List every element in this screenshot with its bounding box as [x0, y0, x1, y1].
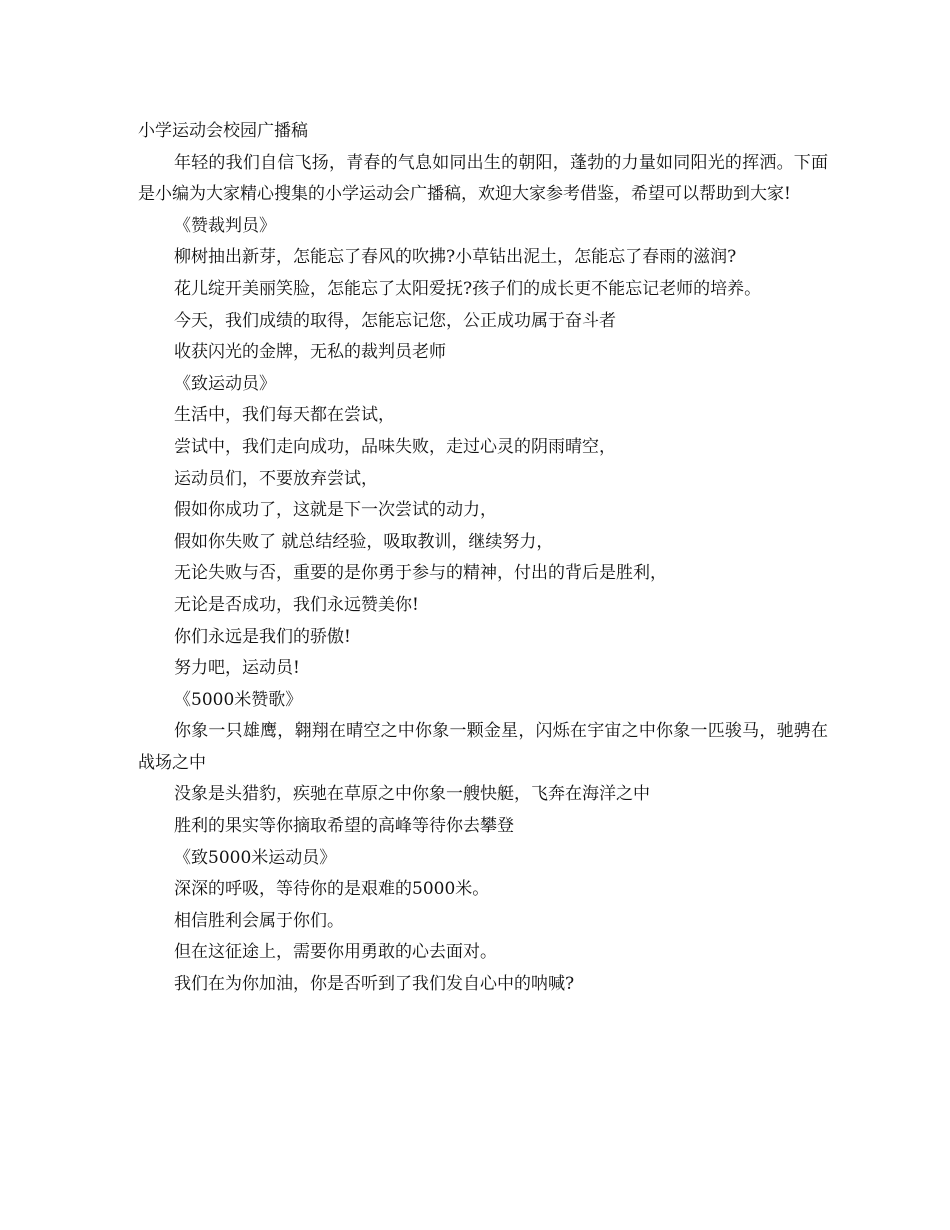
section-heading-5000m-song: 《5000米赞歌》	[174, 689, 303, 710]
poem-line: 无论失败与否，重要的是你勇于参与的精神，付出的背后是胜利，	[174, 563, 667, 584]
poem-line: 努力吧，运动员!	[174, 658, 300, 679]
poem-line: 假如你失败了 就总结经验，吸取教训，继续努力，	[174, 531, 554, 552]
poem-line: 无论是否成功，我们永远赞美你!	[174, 594, 419, 615]
poem-line: 深深的呼吸，等待你的是艰难的5000米。	[174, 879, 490, 900]
section-heading-athletes: 《致运动员》	[174, 373, 276, 394]
poem-line: 生活中，我们每天都在尝试，	[174, 405, 395, 426]
poem-line: 运动员们，不要放弃尝试，	[174, 468, 378, 489]
poem-line: 但在这征途上，需要你用勇敢的心去面对。	[174, 942, 497, 963]
poem-line: 我们在为你加油，你是否听到了我们发自心中的呐喊?	[174, 974, 575, 995]
poem-line: 花儿绽开美丽笑脸，怎能忘了太阳爱抚?孩子们的成长更不能忘记老师的培养。	[174, 278, 762, 299]
poem-line: 胜利的果实等你摘取希望的高峰等待你去攀登	[174, 816, 514, 837]
poem-line: 柳树抽出新芽，怎能忘了春风的吹拂?小草钻出泥土，怎能忘了春雨的滋润?	[174, 247, 737, 268]
poem-line: 今天，我们成绩的取得，怎能忘记您，公正成功属于奋斗者	[174, 310, 616, 331]
intro-paragraph: 年轻的我们自信飞扬，青春的气息如同出生的朝阳，蓬勃的力量如同阳光的挥洒。下面是小编为大家精心搜集的小学运动会广播稿，欢迎大家参考借鉴，希望可以帮助到大家!	[138, 152, 828, 205]
poem-line: 尝试中，我们走向成功，品味失败，走过心灵的阴雨晴空，	[174, 436, 616, 457]
document-body	[138, 116, 828, 1001]
poem-paragraph: 你象一只雄鹰，翱翔在晴空之中你象一颗金星，闪烁在宇宙之中你象一匹骏马，驰骋在战场之中	[138, 721, 828, 773]
poem-line: 相信胜利会属于你们。	[174, 910, 344, 931]
section-heading-referees: 《赞裁判员》	[174, 215, 276, 236]
document-title: 小学运动会校园广播稿	[138, 121, 308, 141]
poem-line: 你们永远是我们的骄傲!	[174, 626, 351, 647]
poem-line: 没象是头猎豹，疾驰在草原之中你象一艘快艇，飞奔在海洋之中	[174, 784, 650, 805]
section-heading-5000m-athletes: 《致5000米运动员》	[174, 847, 337, 868]
poem-line: 收获闪光的金牌，无私的裁判员老师	[174, 342, 446, 363]
poem-line: 假如你成功了，这就是下一次尝试的动力，	[174, 500, 497, 521]
